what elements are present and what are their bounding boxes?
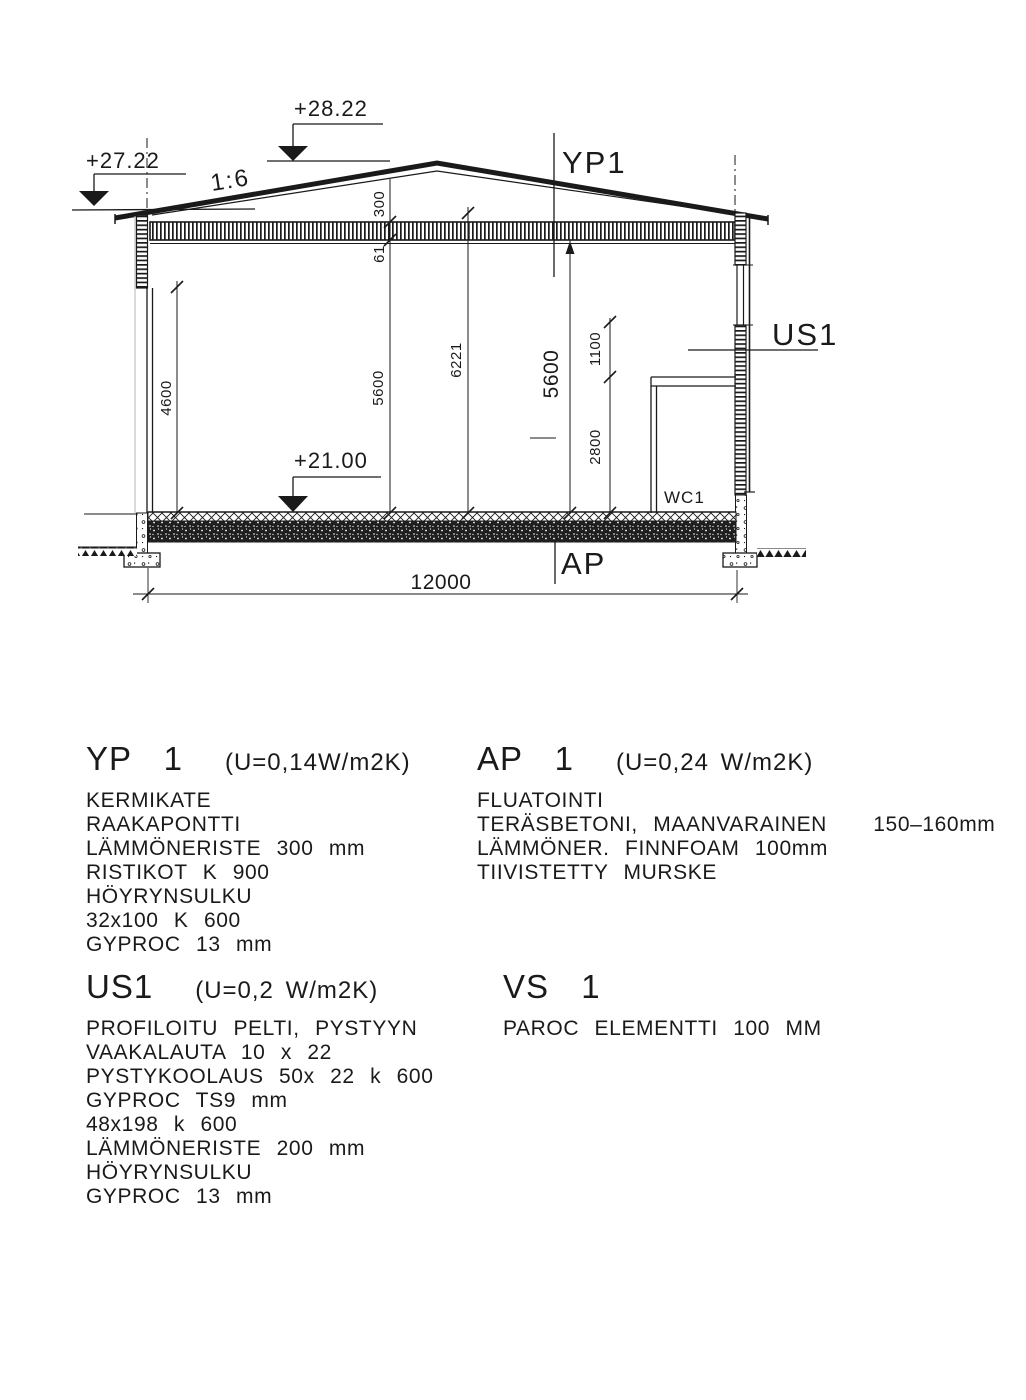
dimension-wc-heights (587, 316, 616, 519)
spec-line: VAAKALAUTA 10 x 22 (86, 1041, 332, 1064)
spec-us1-uvalue: (U=0,2 W/m2K) (195, 977, 379, 1004)
spec-line: PAROC ELEMENTTI 100 MM (503, 1017, 822, 1040)
spec-line: RAAKAPONTTI (86, 813, 241, 836)
spec-yp1-uvalue: (U=0,14W/m2K) (224, 749, 411, 776)
spec-line: 48x198 k 600 (86, 1113, 238, 1136)
room-label-wc1: WC1 (664, 488, 705, 507)
spec-block-us1 (86, 968, 433, 1209)
dim-4600: 4600 (158, 380, 175, 416)
dimension-span-12000 (133, 568, 748, 603)
spec-line: LÄMMÖNERISTE 200 mm (86, 1137, 366, 1160)
spec-vs1-heading (503, 968, 822, 1006)
spec-yp1-body (86, 789, 411, 957)
spec-us1-body (86, 1017, 433, 1209)
spec-line: 32x100 K 600 (86, 909, 241, 932)
spec-line: LÄMMÖNER. FINNFOAM 100mm (477, 837, 828, 860)
dimension-clear-height-5600 (530, 240, 576, 519)
spec-line: RISTIKOT K 900 (86, 861, 270, 884)
spec-us1-title: US1 (86, 968, 154, 1005)
dim-1100: 1100 (587, 331, 604, 367)
spec-line: LÄMMÖNERISTE 300 mm (86, 837, 366, 860)
spec-block-ap1 (477, 740, 995, 885)
spec-block-yp1 (86, 740, 411, 957)
callout-us1 (688, 317, 838, 352)
dimension-wall-4600 (158, 281, 183, 519)
dim-61: 61 (371, 245, 388, 263)
spec-line: TERÄSBETONI, MAANVARAINEN 150–160mm (477, 813, 996, 836)
callout-yp1 (554, 133, 627, 277)
dim-5600-left: 5600 (370, 370, 387, 406)
spec-line: KERMIKATE (86, 789, 212, 812)
spec-us1-heading (86, 968, 433, 1006)
dimension-eave-6221 (448, 207, 474, 519)
dim-300: 300 (371, 190, 388, 218)
spec-line: TIIVISTETTY MURSKE (477, 861, 717, 884)
spec-yp1-title: YP 1 (86, 740, 183, 777)
elevation-ridge-label: +28.22 (294, 96, 368, 121)
spec-block-vs1 (503, 968, 822, 1041)
elevation-floor-label: +21.00 (294, 448, 368, 473)
spec-line: HÖYRYNSULKU (86, 1161, 253, 1184)
elevation-eave-label: +27.22 (86, 148, 160, 173)
elevation-marker-ridge (267, 96, 390, 161)
spec-ap1-heading (477, 740, 995, 778)
dim-12000: 12000 (410, 571, 472, 594)
left-wall (124, 138, 160, 567)
dim-5600-main: 5600 (540, 349, 563, 399)
callout-ap (555, 541, 606, 584)
spec-ap1-title: AP 1 (477, 740, 574, 777)
dim-6221: 6221 (448, 342, 465, 378)
spec-vs1-body (503, 1017, 822, 1041)
spec-line: FLUATOINTI (477, 789, 604, 812)
spec-ap1-uvalue: (U=0,24 W/m2K) (615, 749, 814, 776)
spec-yp1-heading (86, 740, 411, 778)
ceiling-insulation-band (150, 222, 735, 244)
roof-slope-label: 1:6 (208, 164, 252, 197)
spec-vs1-title: VS 1 (503, 968, 601, 1005)
floor-slab (148, 512, 736, 542)
dim-2800: 2800 (587, 429, 604, 465)
callout-ap-label: AP (561, 546, 607, 581)
callout-us1-label: US1 (772, 317, 839, 352)
spec-line: PYSTYKOOLAUS 50x 22 k 600 (86, 1065, 434, 1088)
elevation-marker-floor (278, 448, 381, 512)
callout-yp1-label: YP1 (562, 145, 627, 180)
spec-line: GYPROC 13 mm (86, 933, 273, 956)
spec-line: HÖYRYNSULKU (86, 885, 253, 908)
spec-ap1-body (477, 789, 995, 885)
spec-line: PROFILOITU PELTI, PYSTYYN (86, 1017, 418, 1040)
spec-line: GYPROC 13 mm (86, 1185, 273, 1208)
spec-line: GYPROC TS9 mm (86, 1089, 288, 1112)
